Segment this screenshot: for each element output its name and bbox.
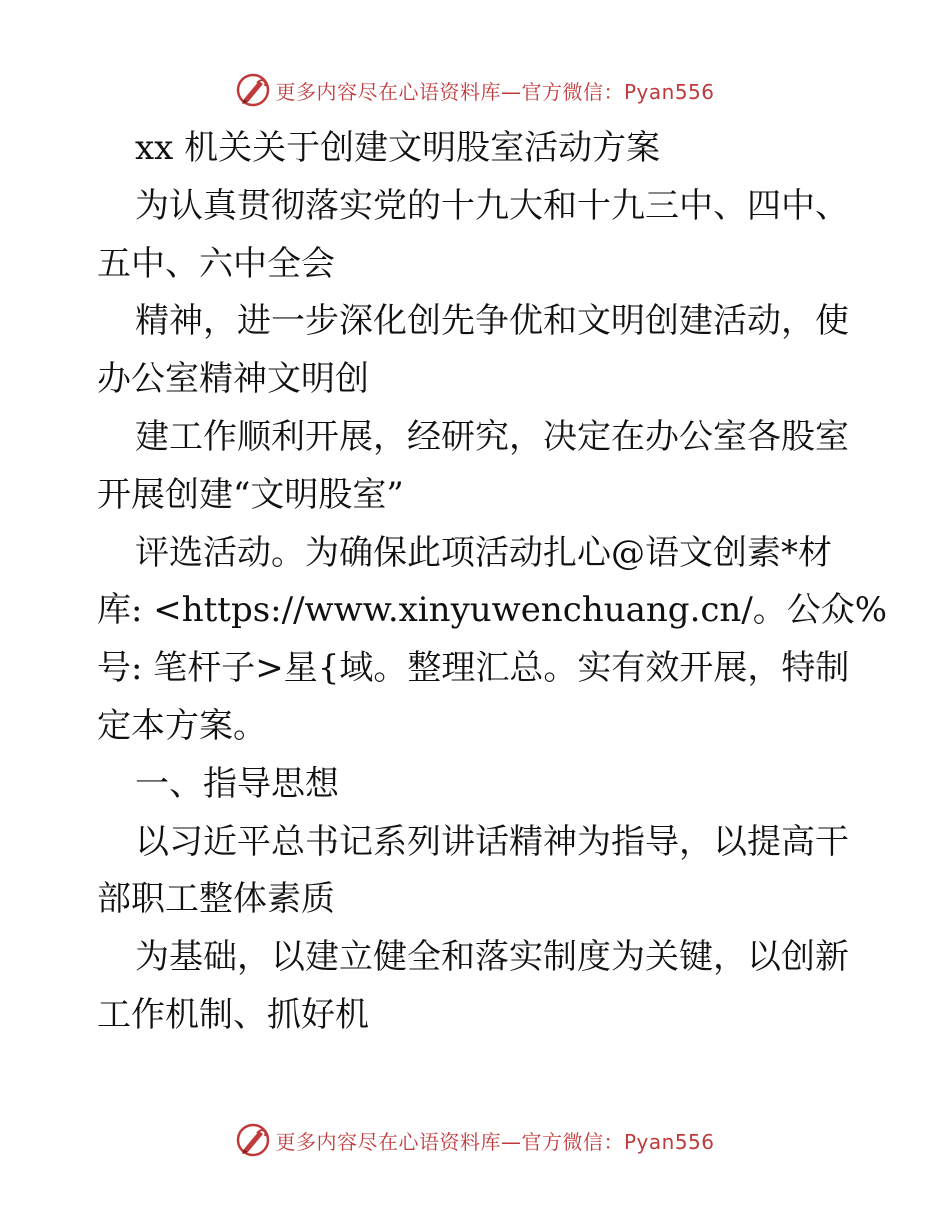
watermark-text: 更多内容尽在心语资料库—官方微信： xyxy=(275,1129,624,1154)
text-line: 建工作顺利开展，经研究，决定在办公室各股室 xyxy=(135,416,849,457)
text-line: 以习近平总书记系列讲话精神为指导，以提高干 xyxy=(135,821,849,862)
text-line: 为基础，以建立健全和落实制度为关键，以创新 xyxy=(135,937,849,978)
text-line: 定本方案。 xyxy=(97,705,267,746)
watermark-wechat-id: Pyan556 xyxy=(623,79,715,104)
watermark-text: 更多内容尽在心语资料库—官方微信： xyxy=(275,79,624,104)
document-body xyxy=(97,120,888,1045)
text-line: 工作机制、抓好机 xyxy=(97,994,369,1035)
document-title: xx 机关关于创建文明股室活动方案 xyxy=(135,128,661,168)
text-line: 为认真贯彻落实党的十九大和十九三中、四中、 xyxy=(135,185,849,226)
text-line: 部职工整体素质 xyxy=(97,879,335,920)
text-line: 精神，进一步深化创先争优和文明创建活动，使 xyxy=(135,301,849,342)
watermark-wechat-id: Pyan556 xyxy=(623,1129,715,1154)
text-line: 库: <https://www.xinyuwenchuang.cn/。公众% xyxy=(97,590,888,631)
header-watermark xyxy=(0,70,950,110)
text-line: 开展创建“文明股室” xyxy=(97,474,404,515)
text-line: 办公室精神文明创 xyxy=(97,359,369,400)
section-heading: 一、指导思想 xyxy=(135,763,339,804)
text-line: 五中、六中全会 xyxy=(97,243,335,284)
text-line: 评选活动。为确保此项活动扎心@语文创素*材 xyxy=(135,532,832,573)
pen-logo-icon xyxy=(235,72,271,108)
footer-watermark xyxy=(0,1120,950,1160)
pen-logo-icon xyxy=(235,1122,271,1158)
text-line: 号: 笔杆子>星{域。整理汇总。实有效开展，特制 xyxy=(97,648,850,689)
